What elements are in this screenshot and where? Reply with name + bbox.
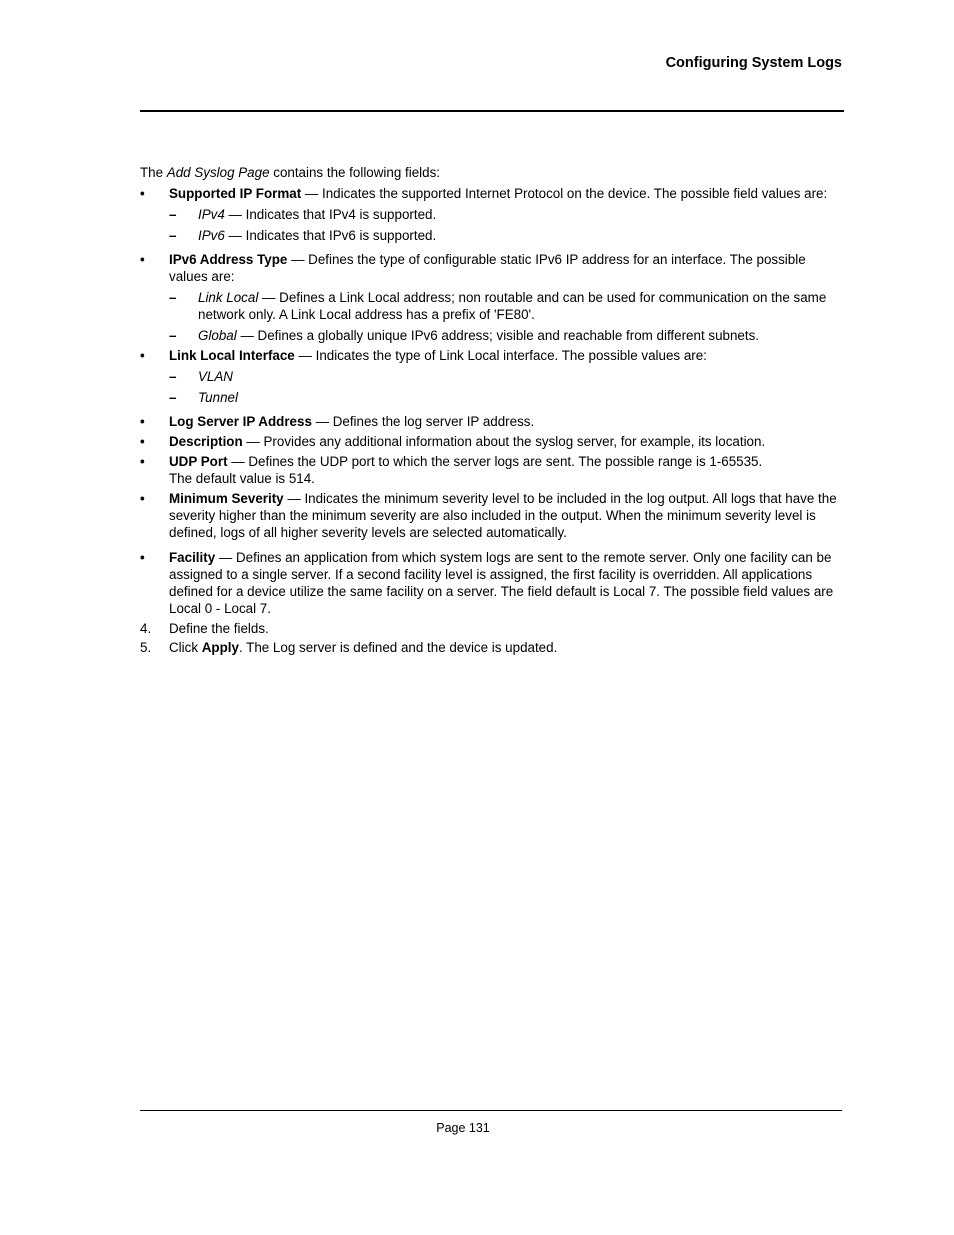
- bullet: •: [140, 186, 145, 201]
- bullet: •: [140, 550, 145, 565]
- value-list: [169, 206, 842, 244]
- field-supported-ip-format: [140, 185, 842, 244]
- field-term: Facility: [169, 550, 216, 565]
- value-item: [169, 389, 842, 406]
- dash: –: [169, 328, 177, 343]
- footer-rule: [140, 1110, 842, 1111]
- value-list: [169, 289, 842, 344]
- value-item: [169, 206, 842, 223]
- value-term: Tunnel: [198, 390, 238, 405]
- step-item: [140, 620, 842, 637]
- bullet: •: [140, 348, 145, 363]
- field-desc: — Defines the log server IP address.: [311, 414, 535, 429]
- field-minimum-severity: [140, 490, 842, 541]
- step-number: 5.: [140, 640, 152, 655]
- value-term: Global: [198, 328, 237, 343]
- field-description: [140, 433, 842, 450]
- dash: –: [169, 390, 177, 405]
- intro-paragraph: [140, 164, 842, 181]
- value-list: [169, 368, 842, 406]
- value-item: [169, 327, 842, 344]
- field-link-local-interface: [140, 347, 842, 406]
- field-default-note: The default value is 514.: [169, 471, 315, 486]
- value-desc: — Indicates that IPv4 is supported.: [224, 207, 437, 222]
- field-list: [140, 185, 842, 617]
- field-desc: — Defines the UDP port to which the server logs are sent. The possible range is 1-65535.: [227, 454, 763, 469]
- bullet: •: [140, 454, 145, 469]
- field-desc: — Defines an application from which system logs are sent to the remote server. Only one facility can be assigned to a single server. If a second facility level is assigned, the first facility is overridden. All applications defined for a device utilize the same facility on a server. The field default is Local 7. The possible field values are Local 0 - Local 7.: [169, 550, 834, 616]
- step-number: 4.: [140, 621, 152, 636]
- field-desc: — Indicates the minimum severity level to be included in the log output. All logs that have the severity higher than the minimum severity are also included in the output. When the minimum severity level is defined, logs of all higher severity levels are selected automatically.: [169, 491, 837, 540]
- value-term: IPv6: [198, 228, 225, 243]
- value-term: Link Local: [198, 290, 259, 305]
- dash: –: [169, 290, 177, 305]
- dash: –: [169, 228, 177, 243]
- bullet: •: [140, 491, 145, 506]
- value-term: VLAN: [198, 369, 233, 384]
- step-text-end: . The Log server is defined and the device is updated.: [238, 640, 558, 655]
- field-term: IPv6 Address Type: [169, 252, 288, 267]
- field-term: UDP Port: [169, 454, 228, 469]
- value-desc: — Indicates that IPv6 is supported.: [224, 228, 437, 243]
- page-number: Page 131: [436, 1121, 490, 1135]
- field-term: Supported IP Format: [169, 186, 302, 201]
- step-text: Define the fields.: [169, 621, 269, 636]
- intro-text-end: contains the following fields:: [269, 165, 440, 180]
- bullet: •: [140, 414, 145, 429]
- field-desc: — Indicates the type of Link Local interface. The possible values are:: [294, 348, 707, 363]
- field-desc: — Provides any additional information about the syslog server, for example, its location.: [242, 434, 766, 449]
- field-term: Link Local Interface: [169, 348, 295, 363]
- apply-label: Apply: [201, 640, 239, 655]
- page-header-title: Configuring System Logs: [665, 55, 842, 71]
- intro-text: The: [140, 165, 167, 180]
- value-desc: — Defines a Link Local address; non routable and can be used for communication on the same network only. A Link Local address has a prefix of 'FE80'.: [198, 290, 827, 322]
- field-ipv6-address-type: [140, 251, 842, 344]
- value-item: [169, 227, 842, 244]
- bullet: •: [140, 252, 145, 267]
- step-item: [140, 639, 842, 656]
- value-term: IPv4: [198, 207, 225, 222]
- step-list: [140, 620, 842, 656]
- bullet: •: [140, 434, 145, 449]
- header-rule: [140, 110, 844, 112]
- field-term: Minimum Severity: [169, 491, 284, 506]
- field-log-server-ip-address: [140, 413, 842, 430]
- page-content: [140, 164, 842, 658]
- value-desc: — Defines a globally unique IPv6 address; visible and reachable from different subnets.: [236, 328, 760, 343]
- step-text: Click: [169, 640, 202, 655]
- dash: –: [169, 207, 177, 222]
- dash: –: [169, 369, 177, 384]
- field-udp-port: [140, 453, 842, 487]
- field-term: Description: [169, 434, 243, 449]
- value-item: [169, 289, 842, 323]
- value-item: [169, 368, 842, 385]
- field-term: Log Server IP Address: [169, 414, 312, 429]
- field-desc: — Defines the type of configurable static IPv6 IP address for an interface. The possible values are:: [169, 252, 806, 284]
- field-facility: [140, 549, 842, 617]
- field-desc: — Indicates the supported Internet Protocol on the device. The possible field values are:: [301, 186, 828, 201]
- intro-page-name: Add Syslog Page: [166, 165, 270, 180]
